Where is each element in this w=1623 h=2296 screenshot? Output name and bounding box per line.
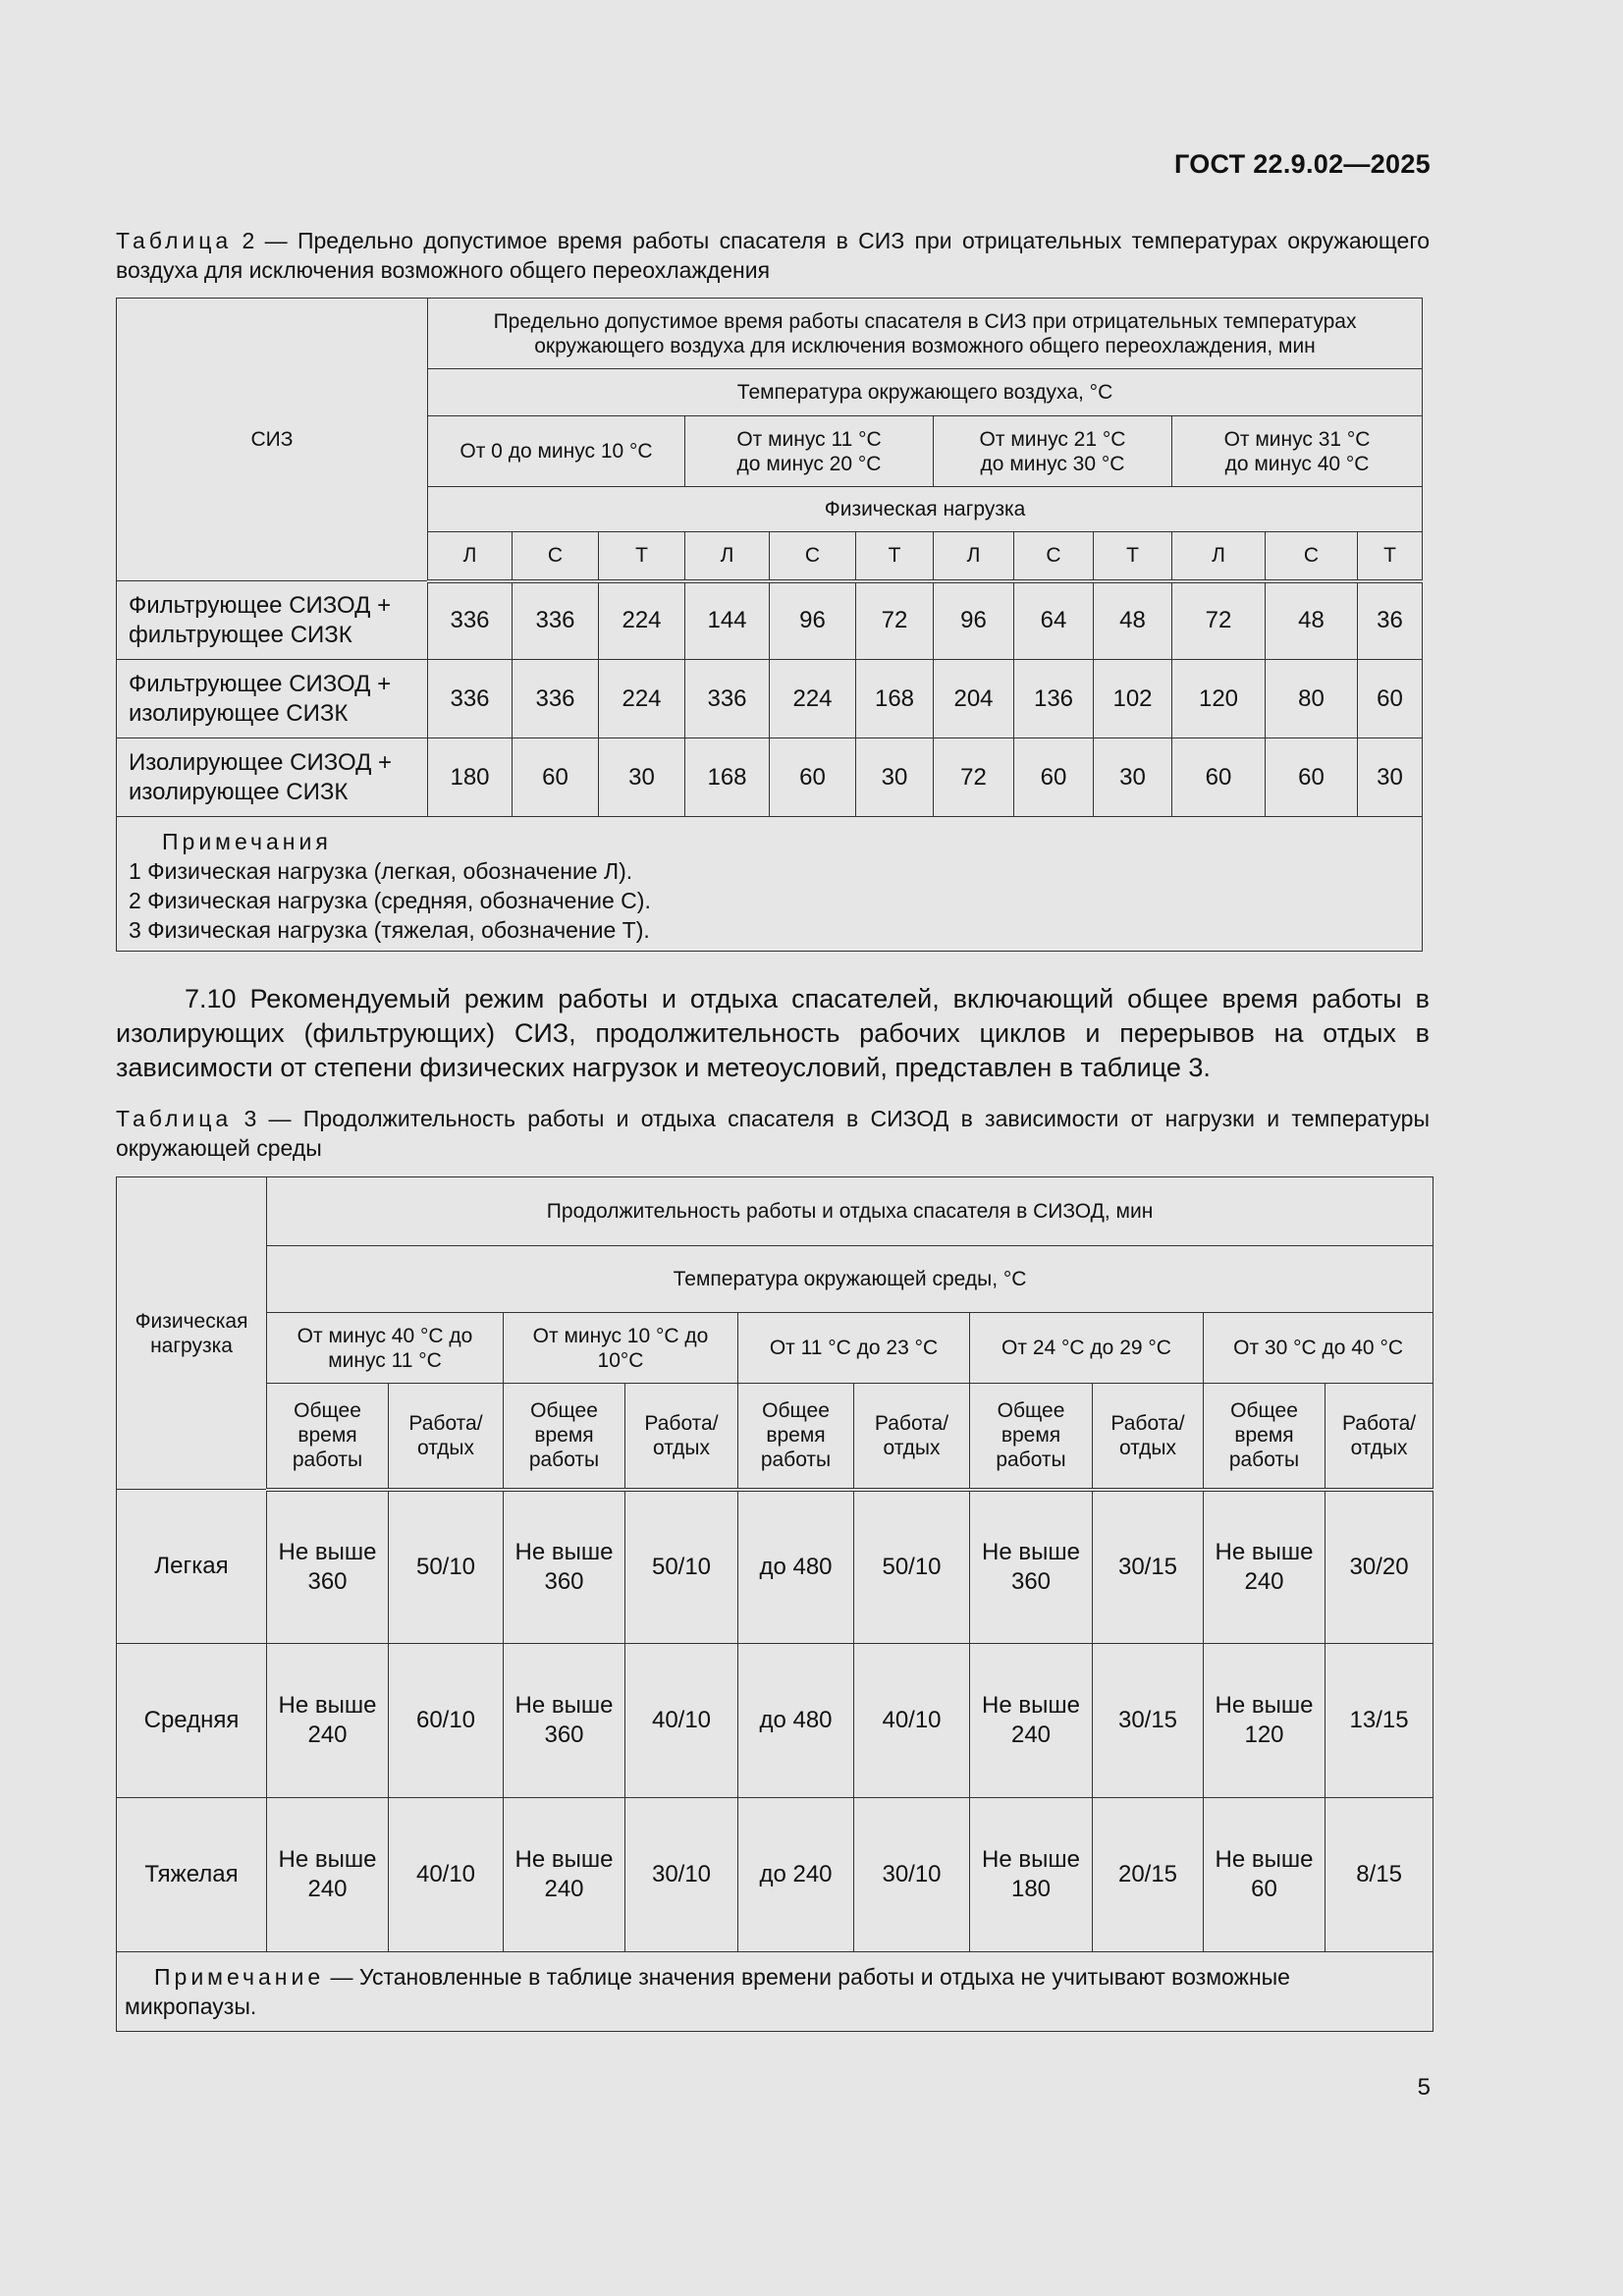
table2-cell: 60: [1014, 738, 1094, 817]
table2-cell: 96: [770, 581, 856, 660]
table3-temp-range: От минус 10 °С до 10°С: [504, 1313, 738, 1384]
table3-cell: 60/10: [389, 1644, 504, 1798]
table3-load-header: Физическая нагрузка: [117, 1177, 267, 1490]
table3-note-label: Примечание: [154, 1964, 325, 1990]
table3-cell: 30/10: [854, 1798, 970, 1952]
table-row: [117, 1644, 1434, 1798]
table3-cell: Не выше 360: [267, 1490, 389, 1644]
table2-temp-range: От минус 21 °С до минус 30 °С: [934, 416, 1172, 487]
table3-cell: 50/10: [625, 1490, 738, 1644]
table3-subhead-total: Общее время работы: [504, 1384, 625, 1490]
table3-subhead-ratio: Работа/ отдых: [389, 1384, 504, 1490]
table3-cell: 30/15: [1093, 1490, 1204, 1644]
table3-subhead-ratio: Работа/ отдых: [1093, 1384, 1204, 1490]
table2-note-item: 2 Физическая нагрузка (средняя, обозначение С).: [129, 888, 651, 913]
table3-temp-range: От минус 40 °С до минус 11 °С: [267, 1313, 504, 1384]
table3-subhead-ratio: Работа/ отдых: [625, 1384, 738, 1490]
table2-cell: 336: [428, 581, 513, 660]
table3-cell: 40/10: [389, 1798, 504, 1952]
table3: [116, 1176, 1434, 2032]
table2-temp-header: Температура окружающего воздуха, °С: [428, 369, 1423, 416]
table3-subhead-ratio: Работа/ отдых: [854, 1384, 970, 1490]
table3-cell: 30/15: [1093, 1644, 1204, 1798]
table2-cell: 60: [1266, 738, 1358, 817]
table2-cell: 30: [1358, 738, 1423, 817]
table2-siz-header: СИЗ: [117, 299, 428, 581]
table2-row-label: Изолирующее СИЗОД + изолирующее СИЗК: [117, 738, 428, 817]
table3-temp-range: От 30 °С до 40 °С: [1204, 1313, 1434, 1384]
table3-cell: до 240: [738, 1798, 854, 1952]
table3-cell: 20/15: [1093, 1798, 1204, 1952]
table3-cell: Не выше 60: [1204, 1798, 1325, 1952]
table3-row-label: Легкая: [117, 1490, 267, 1644]
table2-cell: 36: [1358, 581, 1423, 660]
table2-load-code: Т: [1094, 532, 1172, 581]
table3-caption-label: Таблица: [116, 1106, 233, 1131]
table2-cell: 144: [685, 581, 770, 660]
table2-notes-title: Примечания: [162, 829, 332, 854]
table2-notes: [117, 817, 1423, 952]
table3-cell: Не выше 360: [970, 1490, 1093, 1644]
table2-cell: 224: [599, 581, 685, 660]
table2-cell: 102: [1094, 660, 1172, 738]
table2-load-code: Л: [1172, 532, 1266, 581]
table3-cell: до 480: [738, 1490, 854, 1644]
table2-cell: 336: [513, 581, 599, 660]
table3-cell: Не выше 180: [970, 1798, 1093, 1952]
table-row: [117, 1490, 1434, 1644]
table3-caption-text: 3 — Продолжительность работы и отдыха спасателя в СИЗОД в зависимости от нагрузки и температуры окружающей среды: [116, 1106, 1430, 1161]
table2-note-item: 3 Физическая нагрузка (тяжелая, обозначение Т).: [129, 917, 650, 943]
table2-cell: 30: [1094, 738, 1172, 817]
table2-cell: 64: [1014, 581, 1094, 660]
table2-cell: 336: [513, 660, 599, 738]
table2-load-code: С: [1266, 532, 1358, 581]
table2-cell: 48: [1266, 581, 1358, 660]
table2-cell: 224: [770, 660, 856, 738]
table3-cell: Не выше 240: [1204, 1490, 1325, 1644]
table3-cell: Не выше 240: [970, 1644, 1093, 1798]
table2-caption-text: 2 — Предельно допустимое время работы спасателя в СИЗ при отрицательных температурах окружающего воздуха для исключения возможного общего переохлаждения: [116, 228, 1430, 283]
table3-row-label: Тяжелая: [117, 1798, 267, 1952]
table2-cell: 336: [685, 660, 770, 738]
table2-load-code: С: [770, 532, 856, 581]
table2-cell: 72: [856, 581, 934, 660]
table-row: [117, 581, 1423, 660]
table2-caption-label: Таблица: [116, 228, 233, 253]
table3-cell: 30/10: [625, 1798, 738, 1952]
table3-note-text: — Установленные в таблице значения времени работы и отдыха не учитывают возможные микропаузы.: [125, 1964, 1290, 2019]
table3-subhead-total: Общее время работы: [738, 1384, 854, 1490]
table2-temp-range: От минус 11 °С до минус 20 °С: [685, 416, 934, 487]
table3-cell: 50/10: [854, 1490, 970, 1644]
table3-cell: Не выше 240: [504, 1798, 625, 1952]
table3-cell: 13/15: [1325, 1644, 1434, 1798]
table2-load-code: Л: [934, 532, 1014, 581]
table2-cell: 60: [1172, 738, 1266, 817]
table3-cell: 40/10: [625, 1644, 738, 1798]
table3-subhead-total: Общее время работы: [970, 1384, 1093, 1490]
table2-cell: 204: [934, 660, 1014, 738]
table2-load-code: С: [1014, 532, 1094, 581]
table2-cell: 72: [1172, 581, 1266, 660]
table3-subhead-total: Общее время работы: [267, 1384, 389, 1490]
table2-cell: 96: [934, 581, 1014, 660]
table2-temp-range: От 0 до минус 10 °С: [428, 416, 685, 487]
table3-cell: Не выше 240: [267, 1644, 389, 1798]
table2-cell: 168: [856, 660, 934, 738]
table3-subhead-ratio: Работа/ отдых: [1325, 1384, 1434, 1490]
table3-cell: 50/10: [389, 1490, 504, 1644]
table2-cell: 180: [428, 738, 513, 817]
table2-note-item: 1 Физическая нагрузка (легкая, обозначение Л).: [129, 858, 633, 884]
table2-load-code: Л: [428, 532, 513, 581]
table2-load-code: С: [513, 532, 599, 581]
table3-cell: до 480: [738, 1644, 854, 1798]
table2-load-header: Физическая нагрузка: [428, 487, 1423, 532]
table2-cell: 120: [1172, 660, 1266, 738]
table-row: [117, 738, 1423, 817]
table2-caption: [116, 226, 1430, 285]
table2-cell: 72: [934, 738, 1014, 817]
table3-cell: 40/10: [854, 1644, 970, 1798]
table2-load-code: Т: [1358, 532, 1423, 581]
table2-load-code: Т: [599, 532, 685, 581]
table2-row-label: Фильтрующее СИЗОД + изолирующее СИЗК: [117, 660, 428, 738]
table3-cell: Не выше 360: [504, 1490, 625, 1644]
paragraph-7-10: 7.10 Рекомендуемый режим работы и отдыха спасателей, включающий общее время работы в изолирующих (фильтрующих) СИЗ, продолжительность рабочих циклов и перерывов на отдых в зависимости от степени физических нагрузок и метеоусловий, представлен в таблице 3.: [116, 984, 1430, 1082]
table2: [116, 298, 1423, 952]
table2-cell: 136: [1014, 660, 1094, 738]
table2-cell: 48: [1094, 581, 1172, 660]
table3-note: [117, 1952, 1434, 2032]
table-row: [117, 660, 1423, 738]
table2-load-code: Л: [685, 532, 770, 581]
table3-subhead-total: Общее время работы: [1204, 1384, 1325, 1490]
table2-row-label: Фильтрующее СИЗОД + фильтрующее СИЗК: [117, 581, 428, 660]
table3-main-header: Продолжительность работы и отдыха спасателя в СИЗОД, мин: [267, 1177, 1434, 1246]
table2-main-header: Предельно допустимое время работы спасателя в СИЗ при отрицательных температурах окружающего воздуха для исключения возможного общего переохлаждения, мин: [428, 299, 1423, 369]
table2-cell: 224: [599, 660, 685, 738]
page-number: 5: [1417, 2074, 1431, 2101]
table3-caption: [116, 1104, 1430, 1163]
table2-temp-range: От минус 31 °С до минус 40 °С: [1172, 416, 1423, 487]
table3-cell: 30/20: [1325, 1490, 1434, 1644]
table3-row-label: Средняя: [117, 1644, 267, 1798]
table2-load-code: Т: [856, 532, 934, 581]
table3-cell: Не выше 120: [1204, 1644, 1325, 1798]
table3-temp-range: От 24 °С до 29 °С: [970, 1313, 1204, 1384]
table2-cell: 30: [856, 738, 934, 817]
table2-cell: 60: [1358, 660, 1423, 738]
table2-cell: 168: [685, 738, 770, 817]
table2-cell: 80: [1266, 660, 1358, 738]
table2-cell: 60: [770, 738, 856, 817]
standard-code: ГОСТ 22.9.02—2025: [1173, 149, 1431, 179]
table-row: [117, 1798, 1434, 1952]
table3-cell: 8/15: [1325, 1798, 1434, 1952]
table2-cell: 60: [513, 738, 599, 817]
table2-cell: 336: [428, 660, 513, 738]
table3-cell: Не выше 240: [267, 1798, 389, 1952]
table3-temp-header: Температура окружающей среды, °С: [267, 1246, 1434, 1313]
table3-temp-range: От 11 °С до 23 °С: [738, 1313, 970, 1384]
table2-cell: 30: [599, 738, 685, 817]
table3-cell: Не выше 360: [504, 1644, 625, 1798]
